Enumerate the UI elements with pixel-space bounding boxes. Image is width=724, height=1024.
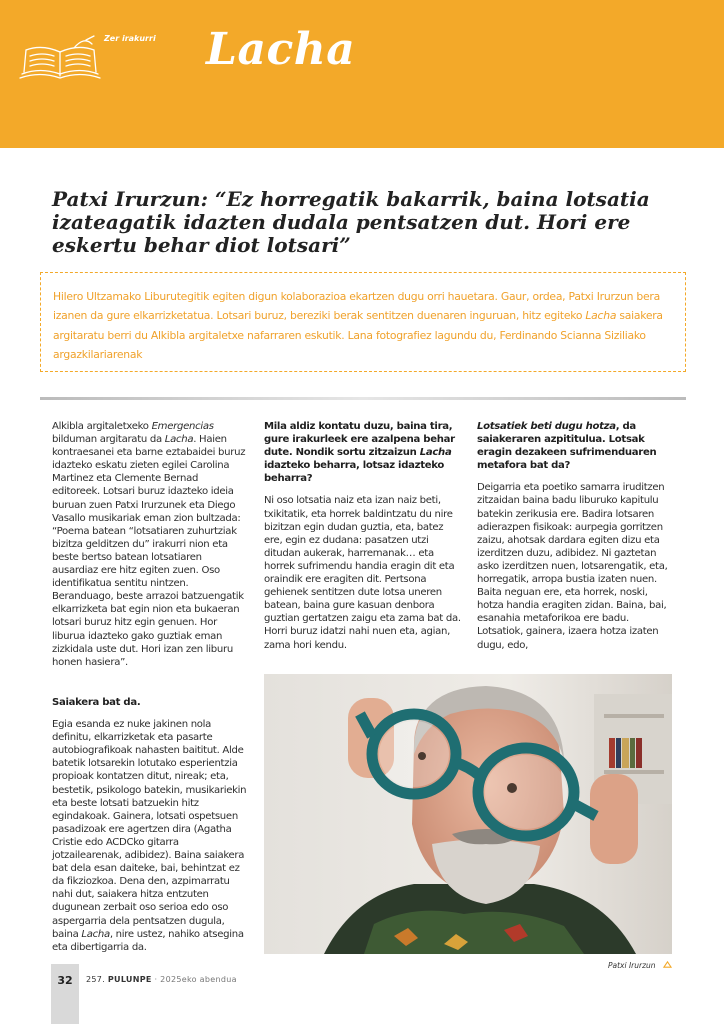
col2-answer: Ni oso lotsatia naiz eta izan naiz beti, txikitatik, eta horrek baldintzatu du nire bizitzan egin dudan guztia, eta, batez ere, egin ez dudana: pasatzen utzi ditudan aukerak, harremanak… eta horrek sufrimendu handia eragin dit eta oraindik ere eragiten dit. Pertsona gehienek sentitzen dute lotsa uneren batean, baina gure kasuan denbora guztian gertatzen zaigu eta zama bat da. Horri buruz idatzi nahi nuen eta, agian, zama hori kendu. (264, 495, 461, 651)
article-headline: Patxi Irurzun: “Ez horregatik bakarrik, baina lotsatia izateagatik idazten dudala pentsatzen dut. Hori ere eskertu behar diot lotsari” (52, 187, 650, 257)
interview-question (264, 420, 464, 485)
triangle-icon (663, 960, 672, 969)
issue-number: 257. (86, 975, 106, 984)
section-label: Zer irakurri (104, 34, 156, 43)
intro-text (53, 287, 673, 365)
column-1 (52, 420, 248, 669)
column-3 (477, 420, 673, 652)
col1-paragraph-2 (52, 718, 248, 954)
magazine-name: PULUNPE (107, 975, 152, 984)
interview-question (477, 420, 673, 472)
text-run: Egia esanda ez nuke jakinen nola definitu, elkarrizketak eta pasarte autobiografikoak nahasten baititut. Alde batetik lotsarekin lotutako esperientzia propioak kontatzen ditut, nireak; eta, bestetik, psikologo batekin, musikariekin eta beste lotsati batzuekin hitz egindakoak. Gainera, lotsati ospetsuen pasadizoak ere agertzen dira (Agatha Cristie edo ACDCko gitarra jotzailearenak, adibidez). Baina saiakera bat dela esan daiteke, bai, behintzat ez da fikziozkoa. Dena den, azpimarratu nahi dut, saiakera hitza entzuten dugunean zerbait oso serioa edo oso aspergarria dela pentsatzen dugula, baina (52, 719, 247, 940)
text-run: Alkibla argitaletxeko (52, 421, 152, 432)
text-run: , da saiakeraren azpititulua. Lotsak eragin dezakeen sufrimenduaren metafora bat da? (477, 421, 657, 472)
book-subtitle: Lotsatiek beti dugu hotza (477, 421, 616, 432)
header-banner (0, 0, 724, 148)
column-1-lower (52, 696, 248, 954)
book-title: Lacha (419, 447, 452, 459)
page-title: Lacha (206, 24, 356, 75)
photo-caption: Patxi Irurzun (608, 961, 656, 970)
issue-info (86, 975, 237, 984)
collection-name: Emergencias (151, 421, 214, 432)
interview-question: Saiakera bat da. (52, 697, 141, 708)
section-divider (40, 397, 686, 400)
text-run: idazteko beharra, lotsaz idazteko beharra? (264, 460, 445, 485)
portrait-illustration (264, 674, 672, 954)
text-run: Mila aldiz kontatu duzu, baina tira, gure irakurleek ere azalpena behar dute. Nondik sortu zitzaizun (264, 421, 455, 459)
open-book-icon (14, 34, 106, 82)
book-title: Lacha (81, 928, 110, 940)
intro-box (40, 272, 686, 372)
text-run: bilduman argitaratu da (52, 434, 165, 446)
text-run: , nire ustez, nahiko atsegina eta dibertigarria da. (52, 928, 244, 953)
col3-answer: Deigarria eta poetiko samarra iruditzen zitzaidan baina badu liburuko kapitulu batekin zerikusia ere. Badira lotsaren adierazpen fisikoak: aurpegia gorritzen zaizu, ahotsak dardara egiten dizu eta izerditzen duzu, adibidez. Ni gaztetan asko izerditzen nuen, lotsarengatik, eta, horregatik, arropa bustia izaten nuen. Baita neguan ere, eta horrek, noski, hotza handia eragiten zidan. Baina, bai, esanahia metaforikoa ere badu. Lotsatiok, gainera, izaera hotza izaten dugu, edo, (477, 482, 668, 651)
issue-date: · 2025eko abendua (154, 975, 237, 984)
text-run: . Haien kontraesanei eta barne eztabaidei buruz idazteko eskatu zieten egilei Carolina Martinez eta Clemente Bernad editoreek. Lotsari buruz idazteko ideia buruan zuen Patxi Irurzunek eta Diego Vasallo musikariak eman zion bultzada: “Poema batean “lotsatiaren zuhurtziak bizitza gelditzen du” irakurri nion eta beste bertso batean lotsatiaren ausardiaz ere hitz egiten zuen. Oso identifikatua sentitu nintzen. Beranduago, beste arrazoi batzuengatik elkarrizketa bat egin nion eta bukaeran lotsari buruz hitz egin genuen. Hor liburua idazteko gako guztiak eman zizkidala uste dut. Hori izan zen liburu honen hasiera”. (52, 434, 246, 668)
intro-part-2: saiakera argitaratu berri du Alkibla argitaletxe nafarraren eskutik. Lana fotografiez lagundu du, Ferdinando Scianna Siziliako argazkilariarenak (53, 309, 663, 362)
intro-part-1: Hilero Ultzamako Liburutegitik egiten digun kolaborazioa ekartzen dugu orri hauetara. Gaur, ordea, Patxi Irurzun bera izanen da gure elkarrizketatua. Lotsari buruz, bereziki berak sentitzen duenaren inguruan, hitz egiteko (53, 290, 660, 323)
page-number: 32 (57, 974, 73, 987)
col1-paragraph-1 (52, 420, 248, 669)
column-2 (264, 420, 464, 652)
footer-bar (51, 964, 79, 1024)
book-title: Lacha (164, 434, 194, 446)
author-photo (264, 674, 672, 954)
intro-book-title: Lacha (585, 309, 617, 323)
